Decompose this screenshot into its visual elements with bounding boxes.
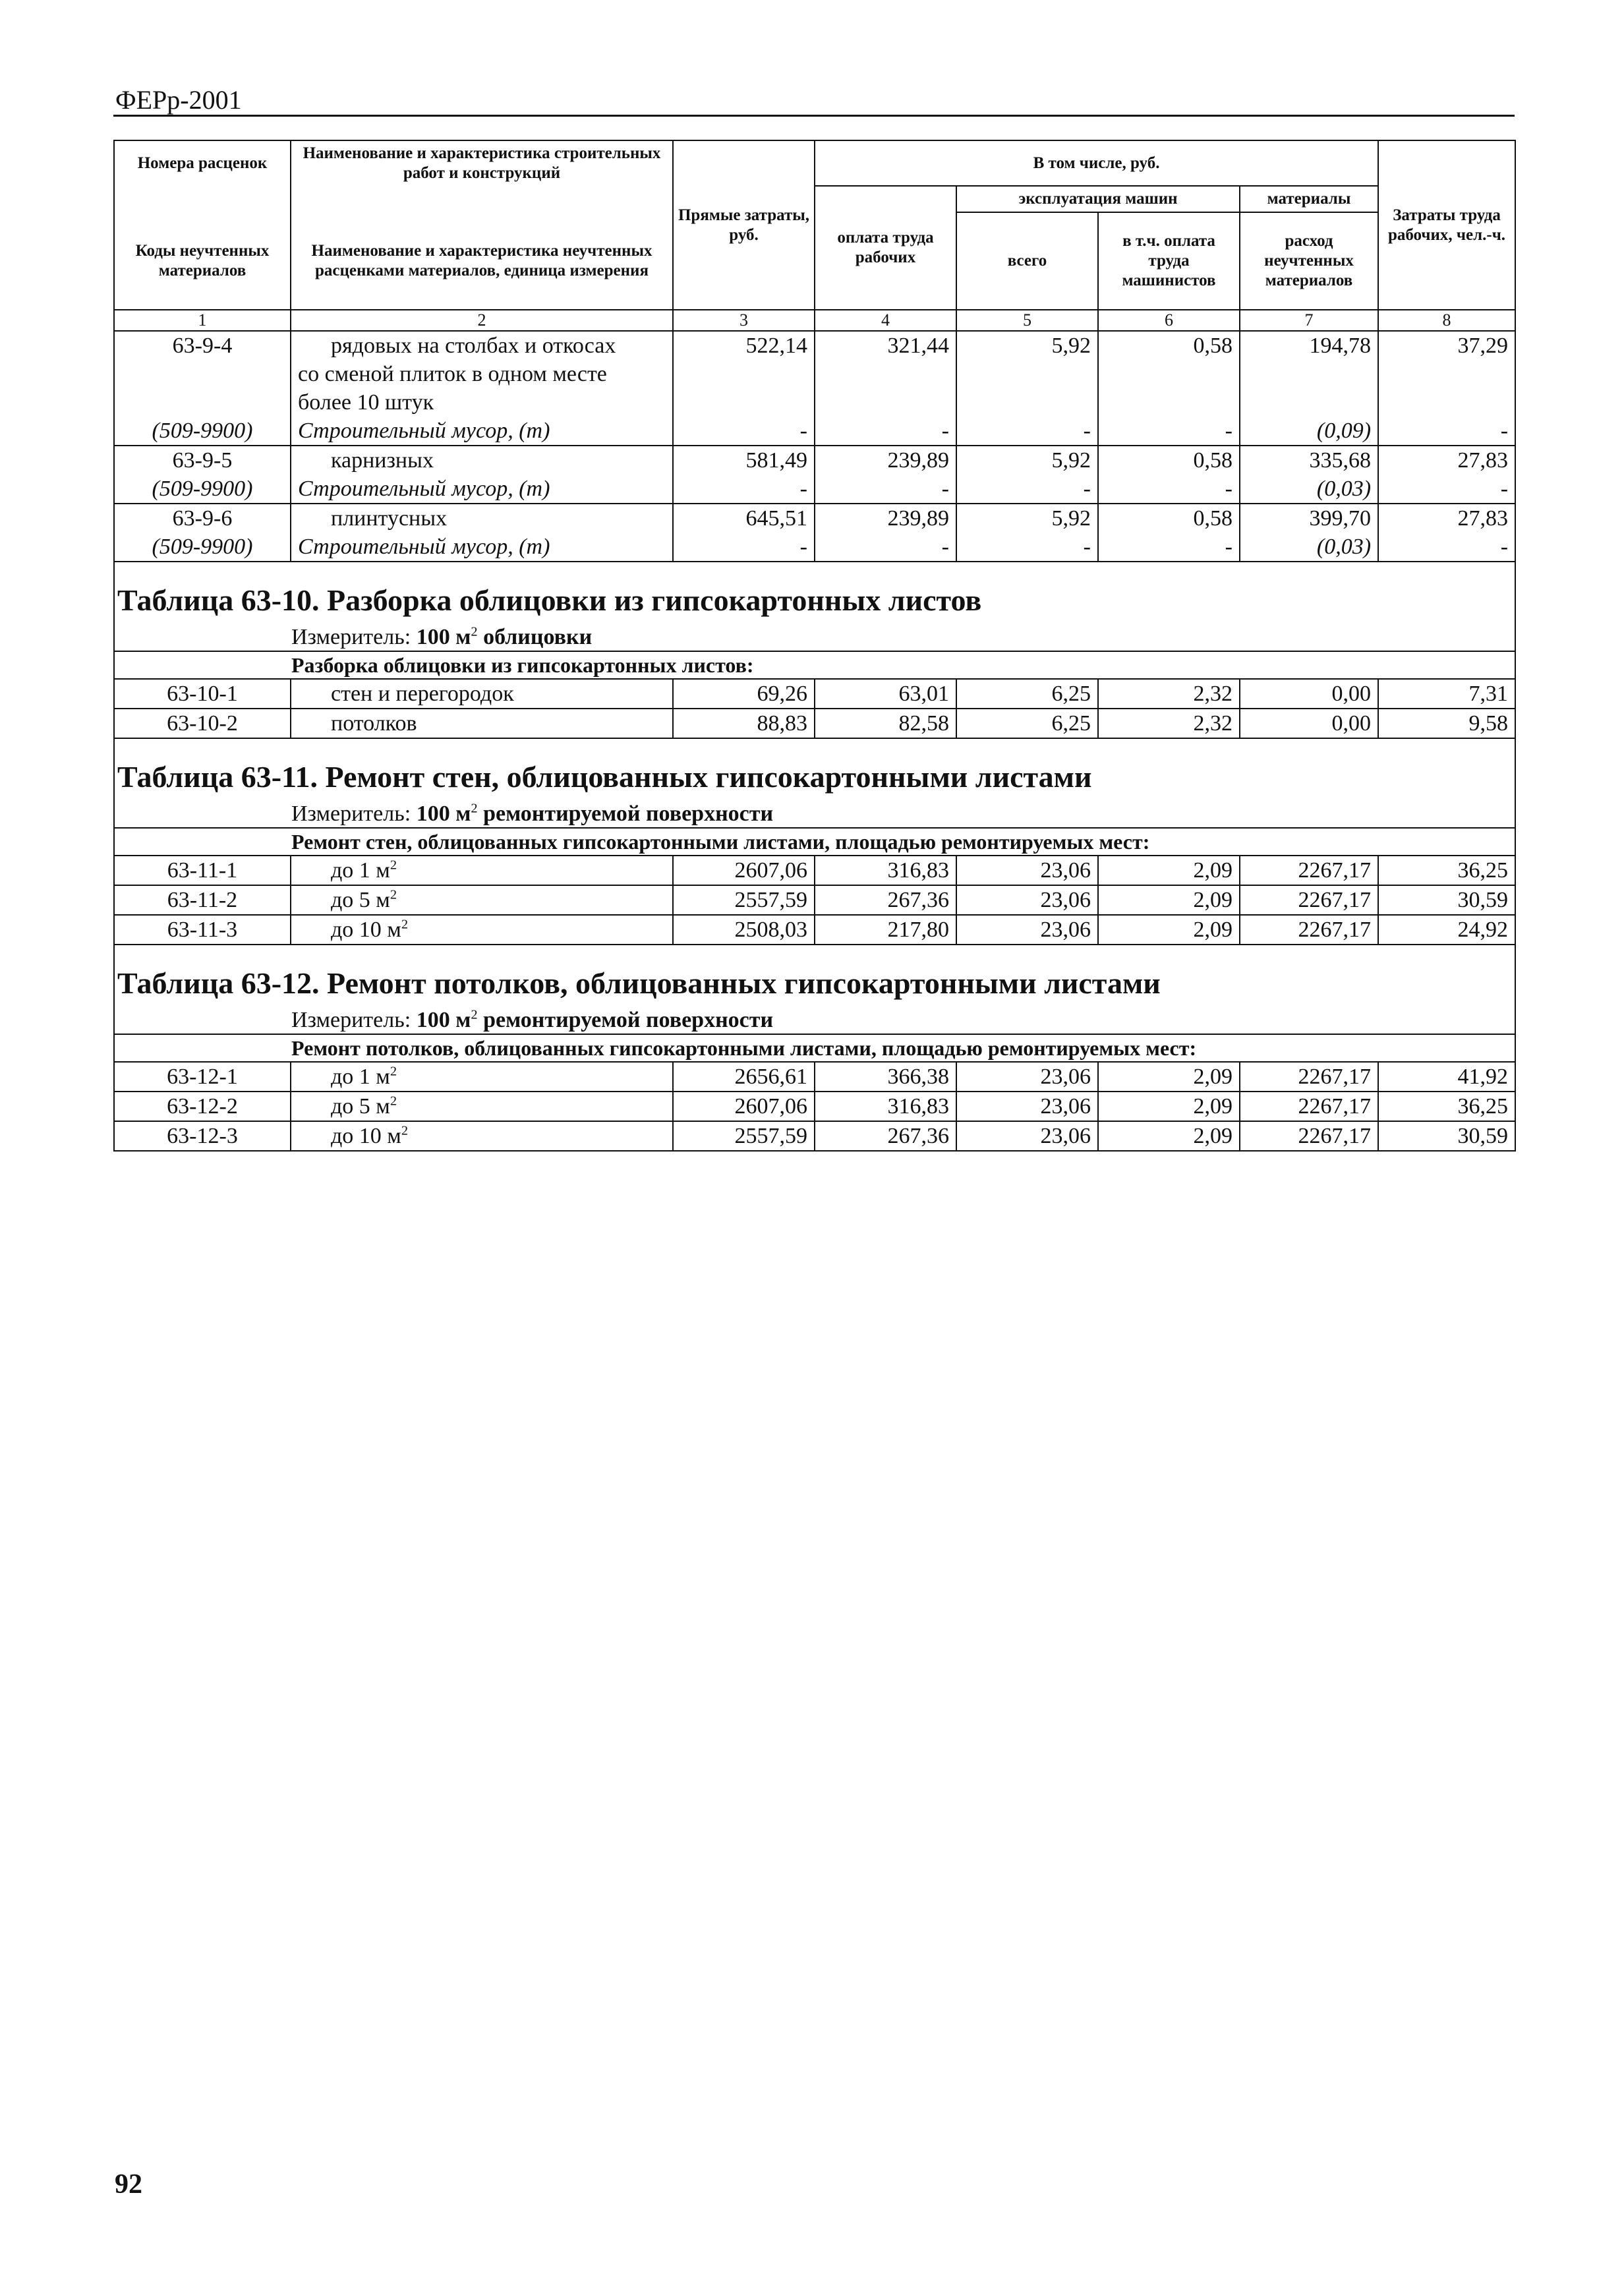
table-row: 63-11-3 до 10 $м^2$ 2508,03 217,80 23,06 2,09 2267,17 24,92 xyxy=(114,915,1515,945)
row-name: до 10 $м^2$ xyxy=(291,1121,673,1151)
price-table xyxy=(113,140,1516,1152)
row-code: 63-10-1 xyxy=(114,679,291,709)
column-index-row xyxy=(114,310,1515,331)
material-row: (509-9900) Строительный мусор, (т) - - - - (0,03) - xyxy=(114,533,1515,562)
column-index: 7 xyxy=(1240,310,1378,331)
row-labor-hours: 37,29 xyxy=(1378,331,1515,417)
group-heading: Разборка облицовки из гипсокартонных листов: xyxy=(115,651,1515,678)
table-row: 63-10-2 потолков 88,83 82,58 6,25 2,32 0,00 9,58 xyxy=(114,709,1515,738)
row-name: до 10 $м^2$ xyxy=(291,915,673,945)
row-name: потолков xyxy=(291,709,673,738)
table-title: Таблица 63-11. Ремонт стен, облицованных гипсокартонными листами xyxy=(117,760,1092,794)
header-machines: эксплуатация машин xyxy=(956,186,1240,212)
group-heading: Ремонт потолков, облицованных гипсокартонными листами, площадью ремонтируемых мест: xyxy=(115,1034,1515,1061)
header-incl: В том числе, руб. xyxy=(815,140,1378,186)
material-code: (509-9900) xyxy=(114,533,291,562)
document-body xyxy=(113,140,1515,1152)
header-col1-bottom: Коды неучтенных материалов xyxy=(114,212,291,310)
header-col8: Затраты труда рабочих, чел.-ч. xyxy=(1378,140,1515,310)
row-name: плинтусных xyxy=(291,504,673,533)
column-index: 3 xyxy=(673,310,815,331)
row-name: рядовых на столбах и откосах со сменой плиток в одном месте более 10 штук xyxy=(291,331,673,417)
header-col5: всего xyxy=(956,212,1098,310)
column-index: 8 xyxy=(1378,310,1515,331)
header-col3: Прямые затраты, руб. xyxy=(673,140,815,310)
header-col7: расход неучтенных материалов xyxy=(1240,212,1378,310)
meter-line: Измеритель: 100 $м^2$ ремонтируемой поверхности xyxy=(291,801,774,826)
table-row xyxy=(114,331,1515,417)
table-row: 63-10-1 стен и перегородок 69,26 63,01 6,25 2,32 0,00 7,31 xyxy=(114,679,1515,709)
header-col2-bottom: Наименование и характеристика неучтенных расценками материалов, единица измерения xyxy=(291,212,673,310)
row-labor-pay: 321,44 xyxy=(815,331,956,417)
table-63-10-heading xyxy=(114,562,1515,679)
page-number: 92 xyxy=(115,2169,142,2200)
header-materials: материалы xyxy=(1240,186,1378,212)
material-name: Строительный мусор, (т) xyxy=(291,533,673,562)
material-name: Строительный мусор, (т) xyxy=(291,417,673,446)
row-name: до 5 $м^2$ xyxy=(291,1092,673,1121)
table-title: Таблица 63-12. Ремонт потолков, облицованных гипсокартонными листами xyxy=(117,966,1161,1000)
table-row: 63-12-2 до 5 $м^2$ 2607,06 316,83 23,06 2,09 2267,17 36,25 xyxy=(114,1092,1515,1121)
row-machinists-pay: 0,58 xyxy=(1098,331,1240,417)
table-row: 63-9-6 плинтусных 645,51 239,89 5,92 0,58 399,70 27,83 xyxy=(114,504,1515,533)
row-name: карнизных xyxy=(291,446,673,475)
table-63-11-heading xyxy=(114,738,1515,856)
row-name: до 5 $м^2$ xyxy=(291,885,673,915)
table-row: 63-9-5 карнизных 581,49 239,89 5,92 0,58 335,68 27,83 xyxy=(114,446,1515,475)
row-machines-total: 5,92 xyxy=(956,331,1098,417)
material-name: Строительный мусор, (т) xyxy=(291,475,673,504)
meter-line: Измеритель: 100 $м^2$ облицовки xyxy=(291,624,593,649)
header-col1-top: Номера расценок xyxy=(114,140,291,186)
row-name: стен и перегородок xyxy=(291,679,673,709)
table-row: 63-11-2 до 5 $м^2$ 2557,59 267,36 23,06 2,09 2267,17 30,59 xyxy=(114,885,1515,915)
material-row: (509-9900) Строительный мусор, (т) - - - - (0,09) - xyxy=(114,417,1515,446)
row-code: 63-9-6 xyxy=(114,504,291,533)
table-title: Таблица 63-10. Разборка облицовки из гипсокартонных листов xyxy=(117,583,982,617)
header-col2-top: Наименование и характеристика строительных работ и конструкций xyxy=(291,140,673,186)
row-code: 63-9-5 xyxy=(114,446,291,475)
column-index: 5 xyxy=(956,310,1098,331)
row-name: до 1 $м^2$ xyxy=(291,856,673,885)
row-materials: 194,78 xyxy=(1240,331,1378,417)
table-row: 63-11-1 до 1 $м^2$ 2607,06 316,83 23,06 2,09 2267,17 36,25 xyxy=(114,856,1515,885)
row-code: 63-10-2 xyxy=(114,709,291,738)
material-code: (509-9900) xyxy=(114,417,291,446)
page-header-title: ФЕРр-2001 xyxy=(115,85,242,115)
row-code: 63-11-1 xyxy=(114,856,291,885)
column-index: 2 xyxy=(291,310,673,331)
header-col4: оплата труда рабочих xyxy=(815,186,956,310)
material-code: (509-9900) xyxy=(114,475,291,504)
column-index: 1 xyxy=(114,310,291,331)
row-code: 63-12-2 xyxy=(114,1092,291,1121)
row-name: до 1 $м^2$ xyxy=(291,1062,673,1092)
row-code: 63-12-3 xyxy=(114,1121,291,1151)
header-rule xyxy=(113,115,1515,117)
meter-line: Измеритель: 100 $м^2$ ремонтируемой поверхности xyxy=(291,1007,774,1032)
row-code: 63-11-2 xyxy=(114,885,291,915)
row-code: 63-12-1 xyxy=(114,1062,291,1092)
material-row: (509-9900) Строительный мусор, (т) - - - - (0,03) - xyxy=(114,475,1515,504)
column-index: 6 xyxy=(1098,310,1240,331)
row-direct-cost: 522,14 xyxy=(673,331,815,417)
column-index: 4 xyxy=(815,310,956,331)
table-63-12-heading xyxy=(114,945,1515,1062)
header-col6: в т.ч. оплата труда машинистов xyxy=(1098,212,1240,310)
table-row: 63-12-1 до 1 $м^2$ 2656,61 366,38 23,06 2,09 2267,17 41,92 xyxy=(114,1062,1515,1092)
row-code: 63-11-3 xyxy=(114,915,291,945)
group-heading: Ремонт стен, облицованных гипсокартонными листами, площадью ремонтируемых мест: xyxy=(115,827,1515,855)
table-row: 63-12-3 до 10 $м^2$ 2557,59 267,36 23,06 2,09 2267,17 30,59 xyxy=(114,1121,1515,1151)
row-code: 63-9-4 xyxy=(114,331,291,417)
